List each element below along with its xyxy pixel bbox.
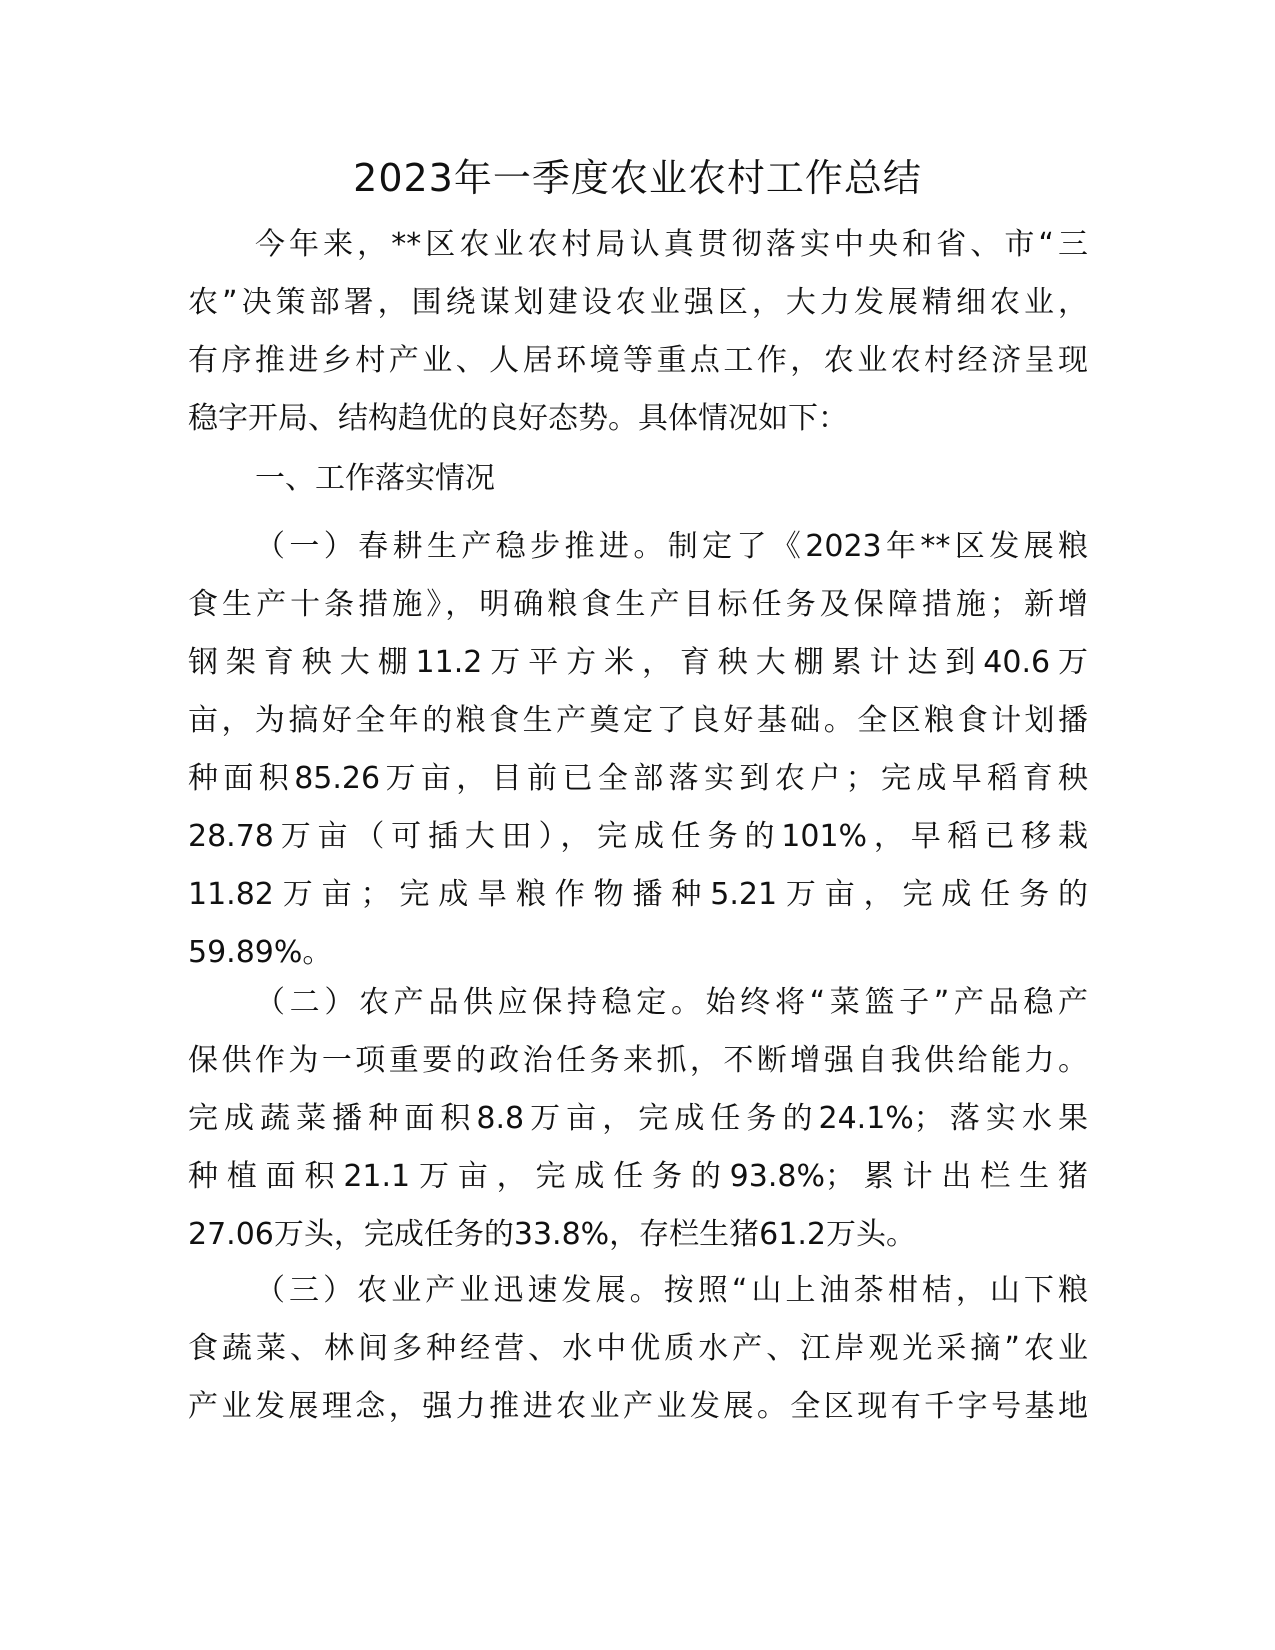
paragraph-line: 产业发展理念，强力推进农业产业发展。全区现有千字号基地 [188,1389,1088,1424]
section-heading-text: 一、工作落实情况 [255,461,495,496]
paragraph-line: 亩，为搞好全年的粮食生产奠定了良好基础。全区粮食计划播 [188,703,1088,738]
paragraph-line: 稳字开局、结构趋优的良好态势。具体情况如下： [188,401,848,436]
section-heading [188,450,1088,508]
paragraph-line: （三）农业产业迅速发展。按照“山上油茶柑桔，山下粮 [255,1273,1088,1308]
subsection-2-paragraph [188,974,1088,1264]
paragraph-line: 11.82万亩；完成旱粮作物播种5.21万亩，完成任务的 [188,877,1088,912]
paragraph-line: 食生产十条措施》，明确粮食生产目标任务及保障措施；新增 [188,587,1088,622]
paragraph-line: 食蔬菜、林间多种经营、水中优质水产、江岸观光采摘”农业 [188,1331,1088,1366]
paragraph-line: 27.06万头，完成任务的33.8%，存栏生猪61.2万头。 [188,1217,916,1252]
paragraph-line: 种面积85.26万亩，目前已全部落实到农户；完成早稻育秧 [188,761,1088,796]
paragraph-line: 有序推进乡村产业、人居环境等重点工作，农业农村经济呈现 [188,343,1088,378]
paragraph-line: 钢架育秧大棚11.2万平方米，育秧大棚累计达到40.6万 [188,645,1088,680]
paragraph-line: 59.89%。 [188,935,333,970]
paragraph-line: （二）农产品供应保持稳定。始终将“菜篮子”产品稳产 [255,985,1088,1020]
document-title: 2023年一季度农业农村工作总结 [353,156,922,200]
paragraph-line: 28.78万亩（可插大田），完成任务的101%，早稻已移栽 [188,819,1088,854]
paragraph-line: 保供作为一项重要的政治任务来抓，不断增强自我供给能力。 [188,1043,1088,1078]
intro-paragraph [188,216,1088,448]
paragraph-line: 今年来，**区农业农村局认真贯彻落实中央和省、市“三 [255,227,1088,262]
subsection-3-paragraph [188,1262,1088,1436]
subsection-1-paragraph [188,518,1088,982]
paragraph-line: 完成蔬菜播种面积8.8万亩，完成任务的24.1%；落实水果 [188,1101,1088,1136]
paragraph-line: 种植面积21.1万亩，完成任务的93.8%；累计出栏生猪 [188,1159,1088,1194]
paragraph-line: 农”决策部署，围绕谋划建设农业强区，大力发展精细农业， [188,285,1088,320]
paragraph-line: （一）春耕生产稳步推进。制定了《2023年**区发展粮 [255,529,1088,564]
